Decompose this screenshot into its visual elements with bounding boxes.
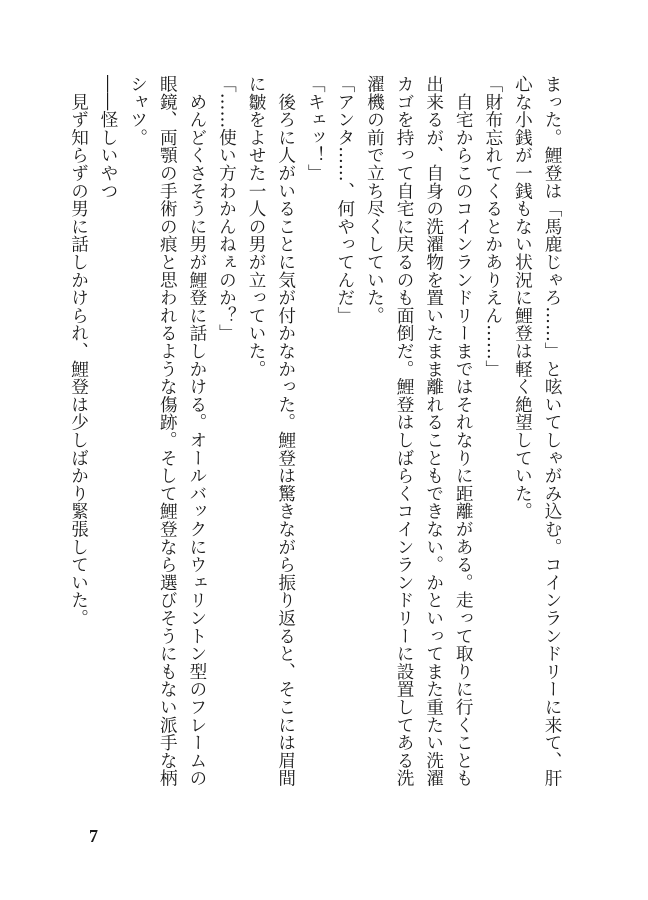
text-line: 濯機の前で立ち尽くしていた。 xyxy=(364,75,385,325)
text-line: 出来るが、自身の洗濯物を置いたまま離れることもできない。かといってまた重たい洗濯 xyxy=(423,75,444,787)
text-line: 「キェッ！」 xyxy=(305,75,326,182)
text-line: 自宅からこのコインランドリーまではそれなりに距離がある。走って取りに行くことも xyxy=(453,75,474,787)
text-line: 「……使い方わかんねぇのか？」 xyxy=(216,75,237,342)
text-line: 眼鏡、両顎の手術の痕と思われるような傷跡。そして鯉登なら選びそうにもない派手な柄 xyxy=(157,75,178,787)
text-line: 後ろに人がいることに気が付かなかった。鯉登は驚きながら振り返ると、そこには眉間 xyxy=(275,75,296,787)
text-line: ――怪しいやつ xyxy=(98,75,119,200)
text-line: カゴを持って自宅に戻るのも面倒だ。鯉登はしばらくコインランドリーに設置してある洗 xyxy=(394,75,415,787)
text-line: 心な小銭が一銭もない状況に鯉登は軽く絶望していた。 xyxy=(512,75,533,520)
page-number: 7 xyxy=(89,826,98,846)
text-line: 「財布忘れてくるとかありえん……」 xyxy=(482,75,503,378)
vertical-text-body xyxy=(66,75,566,835)
text-line: に皺をよせた一人の男が立っていた。 xyxy=(246,75,267,378)
text-line: シャツ。 xyxy=(127,75,148,147)
text-line: めんどくさそうに男が鯉登に話しかける。オールバックにウェリントン型のフレームの xyxy=(186,75,207,787)
text-line: まった。鯉登は「馬鹿じゃろ……」と呟いてしゃがみ込む。コインランドリーに来て、肝 xyxy=(542,75,562,787)
text-line: 「アンタ……、何やってんだ」 xyxy=(334,75,355,325)
text-line: 見ず知らずの男に話しかけられ、鯉登は少しばかり緊張していた。 xyxy=(68,75,89,627)
